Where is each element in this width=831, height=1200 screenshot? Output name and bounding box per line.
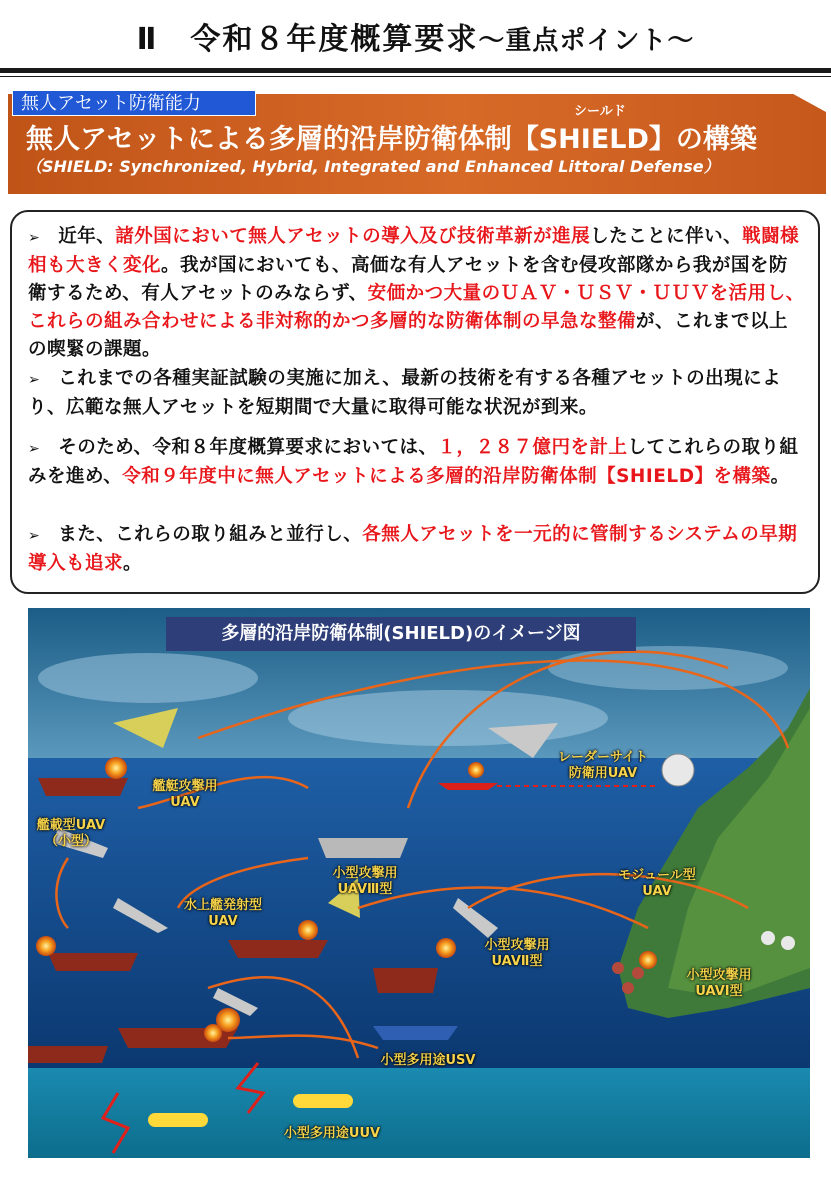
label-small-attack-uav-3: 小型攻撃用 UAVⅢ型 xyxy=(332,866,398,897)
heading-ruby: シールド xyxy=(574,104,626,119)
label-surface-launch-uav: 水上艦発射型 UAV xyxy=(183,898,262,929)
emphasis-text: 諸外国において無人アセットの導入及び技術革新が進展 xyxy=(115,226,591,247)
emphasis-text: 各無人アセットを一元的に管制するシステムの早期導入も追求 xyxy=(28,524,798,574)
paragraph-1 xyxy=(28,223,806,364)
body-text: したことに伴い、 xyxy=(590,226,743,247)
label-modular-uav: モジュール型 UAV xyxy=(618,868,696,899)
section-heading: 無人アセットによる多層的沿岸防衛体制【SHIELD】の構築 xyxy=(26,124,757,155)
emphasis-text: １，２８７億円を計上 xyxy=(437,437,628,458)
bullet-marker: ➢ xyxy=(28,441,41,457)
body-text: これまでの各種実証試験の実施に加え、最新の技術を有する各種アセットの出現により、広範な無人アセットを短期間で大量に取得可能な状況が到来。 xyxy=(28,368,782,418)
category-tag: 無人アセット防衛能力 xyxy=(12,90,256,116)
paragraph-4 xyxy=(28,521,806,578)
body-text: また、これらの取り組みと並行し、 xyxy=(58,524,363,545)
body-text: してこれらの取り組みを進め、 xyxy=(28,437,799,487)
bullet-marker: ➢ xyxy=(28,528,41,544)
emphasis-text: 令和９年度中に無人アセットによる多層的沿岸防衛体制【SHIELD】を構築 xyxy=(122,466,771,487)
paragraph-3 xyxy=(28,434,806,491)
body-text: 。 xyxy=(123,553,143,574)
bullet-marker: ➢ xyxy=(28,372,41,388)
usv xyxy=(373,1026,458,1040)
paragraph-2 xyxy=(28,365,806,422)
body-text: が、これまで以上の喫緊の課題。 xyxy=(28,311,789,360)
figure-caption: 多層的沿岸防衛体制(SHIELD)のイメージ図 xyxy=(166,617,636,651)
page-title: Ⅱ 令和８年度概算要求～重点ポイント～ xyxy=(136,22,695,57)
emphasis-text: 戦闘様相も大きく変化 xyxy=(28,226,800,276)
underwater xyxy=(28,1068,810,1158)
body-text: 近年、 xyxy=(58,226,116,247)
label-shipborne-uav: 艦載型UAV （小型） xyxy=(36,818,106,849)
label-radar-site-uav: レーダーサイト 防衛用UAV xyxy=(557,750,649,781)
label-ship-attack-uav: 艦艇攻撃用 UAV xyxy=(152,779,218,810)
section-subheading: （SHIELD: Synchronized, Hybrid, Integrated and Enhanced Littoral Defense） xyxy=(26,157,720,176)
label-small-attack-uav-1: 小型攻撃用 UAVⅠ型 xyxy=(686,968,752,999)
body-text: 。 xyxy=(770,466,790,487)
label-small-attack-uav-2: 小型攻撃用 UAVⅡ型 xyxy=(484,938,550,969)
friendly-ship xyxy=(318,838,408,858)
emphasis-text: 安価かつ大量のＵＡＶ・ＵＳＶ・ＵＵＶを活用し、これらの組み合わせによる非対称的かつ多層的な防衛体制の早急な整備 xyxy=(28,283,805,332)
label-small-usv: 小型多用途USV xyxy=(380,1053,476,1068)
title-rule xyxy=(0,68,831,73)
bullet-marker: ➢ xyxy=(28,230,41,246)
title-rule-thin xyxy=(0,76,831,77)
body-text: 。我が国においても、高価な有人アセットを含む侵攻部隊から我が国を防衛するため、有人アセットのみならず、 xyxy=(28,255,788,304)
label-small-uuv: 小型多用途UUV xyxy=(283,1126,381,1141)
body-text: そのため、令和８年度概算要求においては、 xyxy=(58,437,438,458)
